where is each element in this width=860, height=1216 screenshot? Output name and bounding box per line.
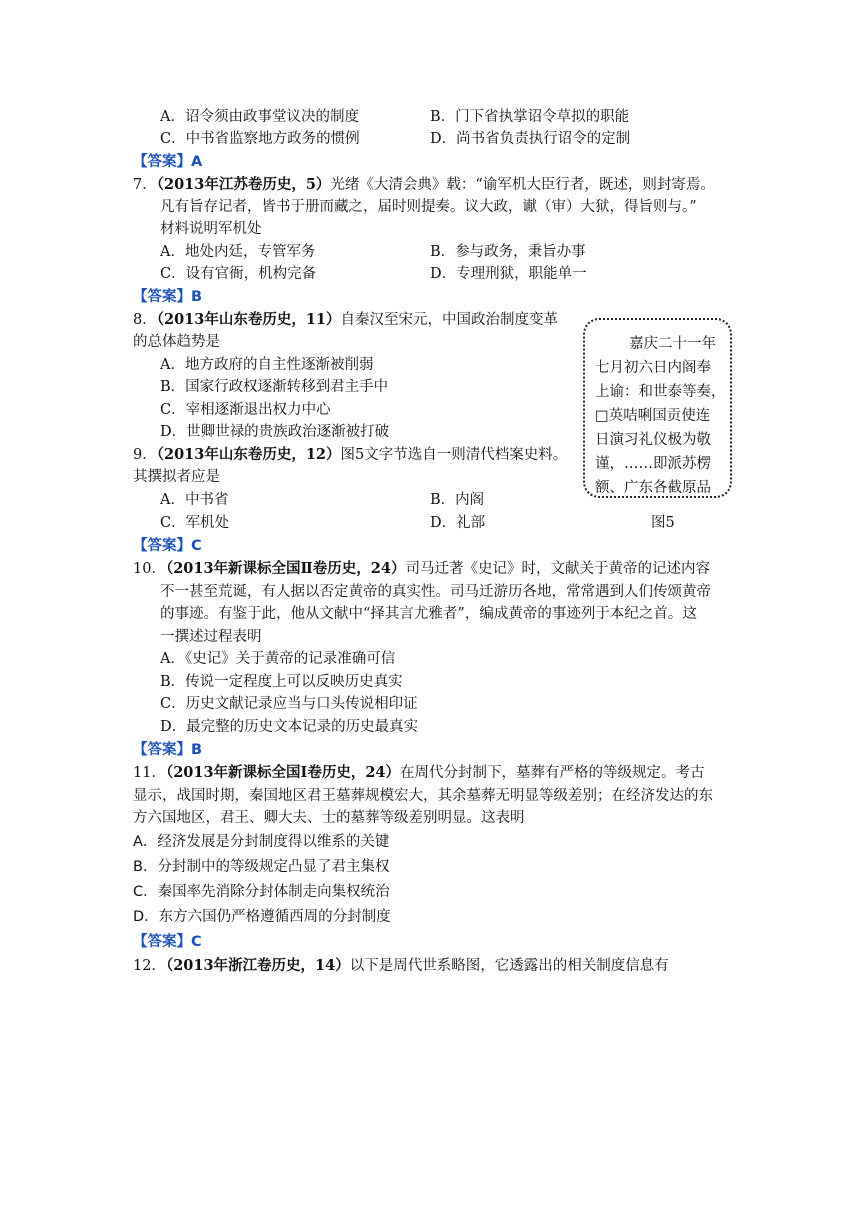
q7-answer: 【答案】B xyxy=(133,289,203,305)
q9-option-d: D．礼部 xyxy=(430,515,486,531)
q9-number: 9． xyxy=(133,447,157,463)
q7-text-1: 光绪《大清会典》载：“谕军机大臣行者，既述，则封寄焉。 xyxy=(330,177,715,193)
q12-text-1: 以下是周代世系略图，它透露出的相关制度信息有 xyxy=(349,958,669,974)
figure-5-line-3: 上谕：和世泰等奏， xyxy=(595,384,726,400)
q11-text-1: 在周代分封制下，墓葬有严格的等级规定。考古 xyxy=(400,765,705,781)
q11-option-d: D．东方六国仍严格遵循西周的分封制度 xyxy=(133,909,391,925)
q11-stem-line-1 xyxy=(133,762,705,784)
figure-5-line-7: 额、广东各截原品 xyxy=(595,480,711,496)
q11-stem-line-2: 显示，战国时期，秦国地区君王墓葬规模宏大，其余墓葬无明显等级差别；在经济发达的东 xyxy=(133,788,713,804)
q8-stem-line-2: 的总体趋势是 xyxy=(133,334,220,350)
q10-stem-line-3: 的事迹。有鉴于此，他从文献中“择其言尤雅者”，编成黄帝的事迹列于本纪之首。这 xyxy=(160,606,697,622)
figure-5-line-2: 七月初六日内阁奉 xyxy=(595,360,711,376)
q12-stem-line-1 xyxy=(133,955,669,977)
q7-source: （2013年江苏卷历史，5） xyxy=(156,176,331,193)
q8-text-1: 自秦汉至宋元，中国政治制度变革 xyxy=(340,312,559,328)
q8-option-a: A．地方政府的自主性逐渐被削弱 xyxy=(160,357,374,373)
figure-5-line-4: □英咭唎国贡使连 xyxy=(595,408,711,424)
q6-answer: 【答案】A xyxy=(133,154,203,170)
q6-option-d: D．尚书省负责执行诏令的定制 xyxy=(430,131,631,147)
q10-option-c: C．历史文献记录应当与口头传说相印证 xyxy=(160,696,418,712)
q7-option-b: B．参与政务，秉旨办事 xyxy=(430,244,586,260)
q6-option-b: B．门下省执掌诏令草拟的职能 xyxy=(430,109,630,125)
q9-source: （2013年山东卷历史，12） xyxy=(156,446,341,463)
q9-stem-line-2: 其撰拟者应是 xyxy=(133,469,220,485)
q9-text-1: 图5文字节选自一则清代档案史料。 xyxy=(340,447,568,463)
q10-option-a: A．《史记》关于黄帝的记录准确可信 xyxy=(160,651,396,667)
q8-option-c: C．宰相逐渐退出权力中心 xyxy=(160,402,331,418)
q8-option-d: D．世卿世禄的贵族政治逐渐被打破 xyxy=(160,424,390,440)
figure-5-line-5: 日演习礼仪极为敬 xyxy=(595,432,711,448)
q9-option-b: B．内阁 xyxy=(430,492,485,508)
q8-source: （2013年山东卷历史，11） xyxy=(156,311,341,328)
q9-stem-line-1 xyxy=(133,444,567,466)
q12-number: 12． xyxy=(133,958,166,974)
q10-text-1: 司马迁著《史记》时，文献关于黄帝的记述内容 xyxy=(405,561,710,577)
q11-option-b: B．分封制中的等级规定凸显了君主集权 xyxy=(133,859,390,875)
figure-5-line-6: 谨，……即派苏楞 xyxy=(595,456,711,472)
q11-stem-line-3: 方六国地区，君王、卿大夫、士的墓葬等级差别明显。这表明 xyxy=(133,810,525,826)
q7-number: 7． xyxy=(133,177,157,193)
q7-option-a: A．地处内廷，专管军务 xyxy=(160,244,316,260)
q6-option-a: A．诏令须由政事堂议决的制度 xyxy=(160,109,359,125)
q11-source: （2013年新课标全国Ⅰ卷历史，24） xyxy=(165,764,401,781)
q8-number: 8． xyxy=(133,312,157,328)
figure-5-excerpt-box xyxy=(583,318,732,498)
q11-answer: 【答案】C xyxy=(133,934,202,950)
q10-option-b: B．传说一定程度上可以反映历史真实 xyxy=(160,674,403,690)
q7-stem-line-3: 材料说明军机处 xyxy=(160,221,262,237)
q9-option-c: C．军机处 xyxy=(160,515,230,531)
q11-option-c: C．秦国率先消除分封体制走向集权统治 xyxy=(133,884,390,900)
q9-answer: 【答案】C xyxy=(133,538,202,554)
q10-stem-line-2: 不一甚至荒诞，有人据以否定黄帝的真实性。司马迁游历各地，常常遇到人们传颂黄帝 xyxy=(160,584,711,600)
figure-5-caption: 图5 xyxy=(651,515,675,531)
q10-stem-line-1 xyxy=(133,558,710,580)
q7-stem-line-2: 凡有旨存记者，皆书于册而藏之，届时则提奏。议大政，谳（审）大狱，得旨则与。” xyxy=(160,199,697,215)
q9-option-a: A．中书省 xyxy=(160,492,229,508)
q7-option-c: C．设有官衙，机构完备 xyxy=(160,266,317,282)
q10-stem-line-4: 一撰述过程表明 xyxy=(160,629,262,645)
q8-option-b: B．国家行政权逐渐转移到君主手中 xyxy=(160,379,389,395)
q10-option-d: D．最完整的历史文本记录的历史最真实 xyxy=(160,719,419,735)
q7-option-d: D．专理刑狱，职能单一 xyxy=(430,266,587,282)
q10-number: 10． xyxy=(133,561,166,577)
figure-5-line-1: 嘉庆二十一年 xyxy=(629,336,716,352)
q10-answer: 【答案】B xyxy=(133,742,203,758)
q12-source: （2013年浙江卷历史，14） xyxy=(165,957,350,974)
q7-stem-line-1 xyxy=(133,174,715,196)
q11-option-a: A．经济发展是分封制度得以维系的关键 xyxy=(133,834,390,850)
q8-stem-line-1 xyxy=(133,309,558,331)
q11-number: 11． xyxy=(133,765,166,781)
q6-option-c: C．中书省监察地方政务的惯例 xyxy=(160,131,360,147)
q10-source: （2013年新课标全国Ⅱ卷历史，24） xyxy=(165,560,406,577)
